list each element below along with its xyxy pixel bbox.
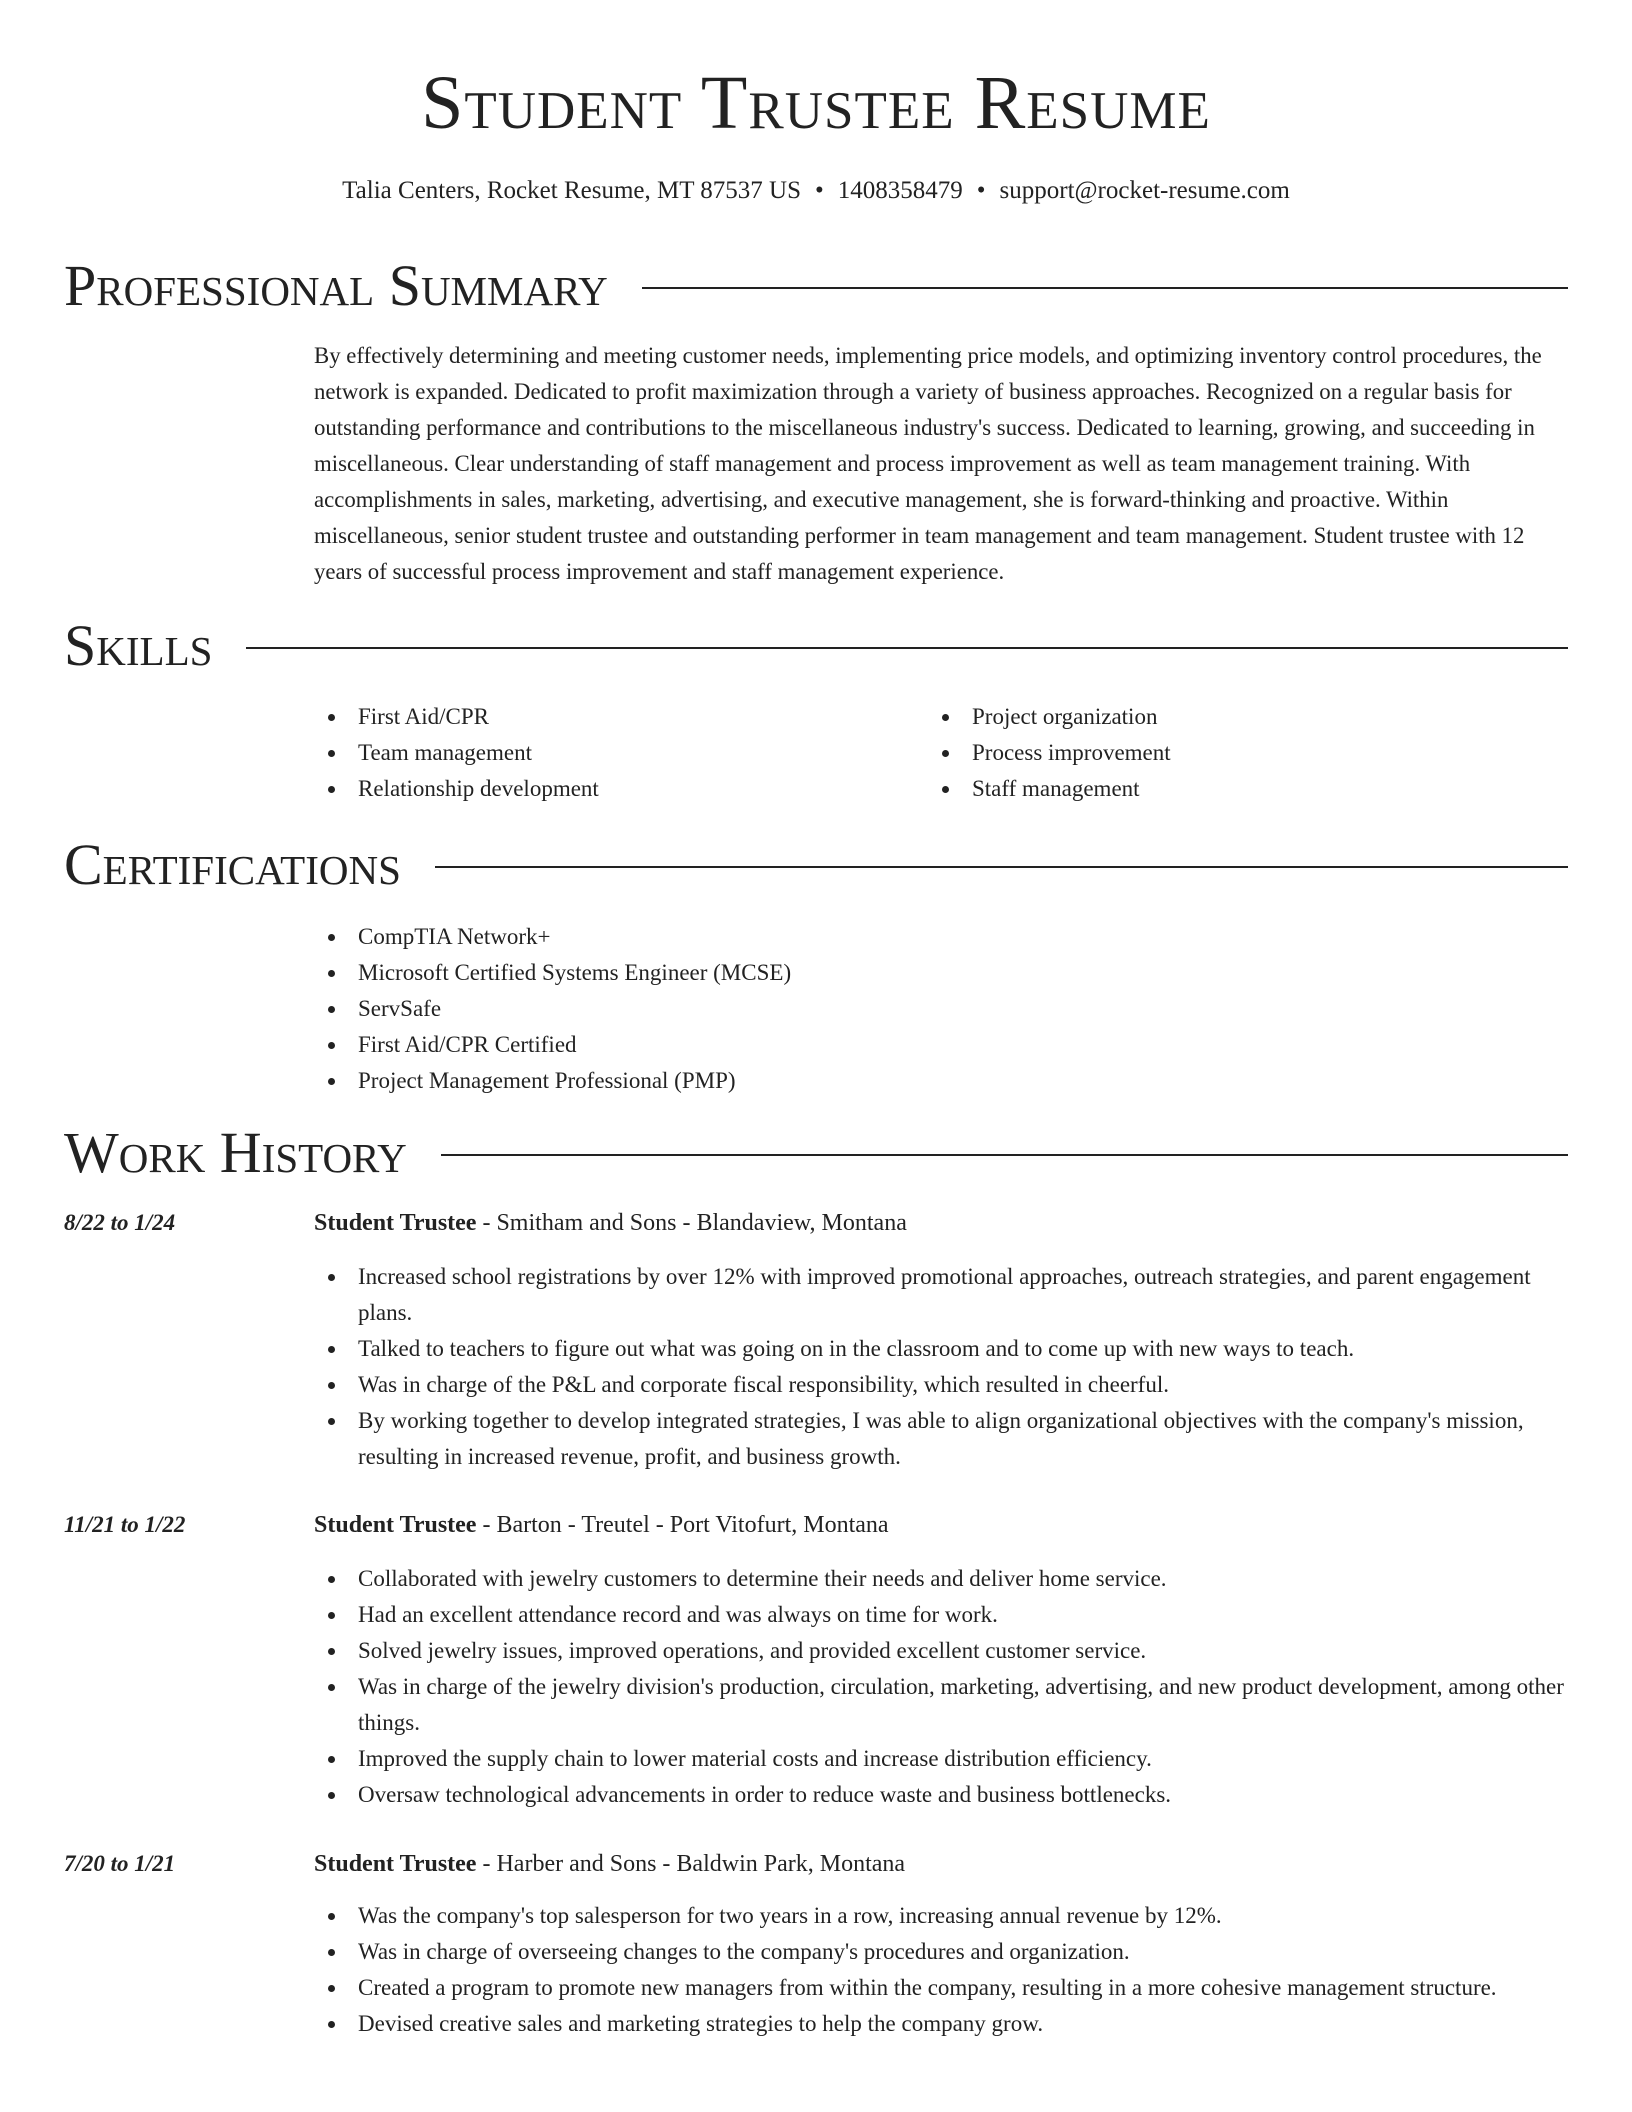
job-employer-location: - Barton - Treutel - Port Vitofurt, Montana: [476, 1512, 889, 1538]
page-title: Student Trustee Resume: [421, 61, 1211, 145]
section-divider: [642, 287, 1568, 289]
job-bullets: [314, 1898, 1568, 2042]
skill-item: Project organization: [928, 699, 1488, 735]
summary-text: By effectively determining and meeting customer needs, implementing price models, and optimizing inventory control procedures, the network is expanded. Dedicated to profit maximization through a variety of business approaches. Recognized on a regular basis for outstanding performance and contributions to the miscellaneous industry's success. Dedicated to learning, growing, and succeeding in miscellaneous. Clear understanding of staff management and process improvement as well as team management training. With accomplishments in sales, marketing, advertising, and executive management, she is forward-thinking and proactive. Within miscellaneous, senior student trustee and outstanding performer in team management and team management. Student trustee with 12 years of successful process improvement and staff management experience.: [314, 343, 1542, 584]
job-title-line: [314, 1205, 1568, 1241]
job-bullet: Devised creative sales and marketing strategies to help the company grow.: [314, 2006, 1568, 2042]
skill-item: Team management: [314, 735, 874, 771]
contact-separator: •: [815, 177, 824, 204]
job-dates: 8/22 to 1/24: [64, 1210, 176, 1235]
job-title-line: [314, 1507, 1568, 1543]
skills-list-left: [314, 699, 874, 807]
contact-separator: •: [976, 177, 986, 204]
certification-item: Project Management Professional (PMP): [314, 1063, 1314, 1099]
contact-email: support@rocket-resume.com: [999, 177, 1290, 204]
job-dates: 7/20 to 1/21: [64, 1851, 176, 1876]
skills-section-header: [64, 614, 1568, 678]
section-divider: [441, 1154, 1568, 1156]
contact-phone: 1408358479: [837, 177, 963, 204]
section-divider: [246, 647, 1568, 649]
work-history-section-header: [64, 1121, 1568, 1185]
summary-heading: Professional Summary: [64, 253, 608, 318]
section-divider: [435, 866, 1568, 868]
certifications-section-header: [64, 833, 1568, 897]
certification-item: Microsoft Certified Systems Engineer (MCSE): [314, 955, 1314, 991]
job-bullet: Improved the supply chain to lower material costs and increase distribution efficiency.: [314, 1741, 1568, 1777]
certifications-list: [314, 919, 1314, 1099]
job-bullets: [314, 1259, 1568, 1475]
job-title: Student Trustee: [314, 1851, 477, 1877]
job-title: Student Trustee: [314, 1512, 477, 1538]
job-bullet: Was in charge of overseeing changes to the company's procedures and organization.: [314, 1934, 1568, 1970]
work-history-heading: Work History: [64, 1120, 407, 1185]
job-bullet: Oversaw technological advancements in order to reduce waste and business bottlenecks.: [314, 1777, 1568, 1813]
skills-heading: Skills: [64, 613, 213, 678]
job-bullet: Collaborated with jewelry customers to determine their needs and deliver home service.: [314, 1561, 1568, 1597]
certification-item: CompTIA Network+: [314, 919, 1314, 955]
job-title: Student Trustee: [314, 1210, 477, 1236]
job-bullet: Increased school registrations by over 12% with improved promotional approaches, outreach strategies, and parent engagement plans.: [314, 1259, 1568, 1331]
certification-item: ServSafe: [314, 991, 1314, 1027]
certification-item: First Aid/CPR Certified: [314, 1027, 1314, 1063]
job-employer-location: - Smitham and Sons - Blandaview, Montana: [476, 1210, 907, 1236]
job-bullet: By working together to develop integrated strategies, I was able to align organizational objectives with the company's mission, resulting in increased revenue, profit, and business growth.: [314, 1403, 1568, 1475]
job-bullets: [314, 1561, 1568, 1813]
job-bullet: Created a program to promote new managers from within the company, resulting in a more cohesive management structure.: [314, 1970, 1568, 2006]
contact-address: Talia Centers, Rocket Resume, MT 87537 US: [342, 177, 801, 204]
job-bullet: Was in charge of the P&L and corporate fiscal responsibility, which resulted in cheerful.: [314, 1367, 1568, 1403]
certifications-heading: Certifications: [64, 832, 401, 897]
job-title-line: [314, 1846, 1568, 1882]
summary-section-header: [64, 254, 1568, 318]
contact-line: [0, 174, 1632, 208]
job-bullet: Was in charge of the jewelry division's production, circulation, marketing, advertising, and new product development, among other things.: [314, 1669, 1568, 1741]
job-bullet: Talked to teachers to figure out what was going on in the classroom and to come up with new ways to teach.: [314, 1331, 1568, 1367]
job-bullet: Solved jewelry issues, improved operations, and provided excellent customer service.: [314, 1633, 1568, 1669]
skill-item: Process improvement: [928, 735, 1488, 771]
job-employer-location: - Harber and Sons - Baldwin Park, Montana: [476, 1851, 906, 1877]
skill-item: Relationship development: [314, 771, 874, 807]
skills-list-right: [928, 699, 1488, 807]
skill-item: First Aid/CPR: [314, 699, 874, 735]
job-bullet: Had an excellent attendance record and was always on time for work.: [314, 1597, 1568, 1633]
skill-item: Staff management: [928, 771, 1488, 807]
job-bullet: Was the company's top salesperson for two years in a row, increasing annual revenue by 12%.: [314, 1898, 1568, 1934]
job-dates: 11/21 to 1/22: [64, 1512, 186, 1537]
